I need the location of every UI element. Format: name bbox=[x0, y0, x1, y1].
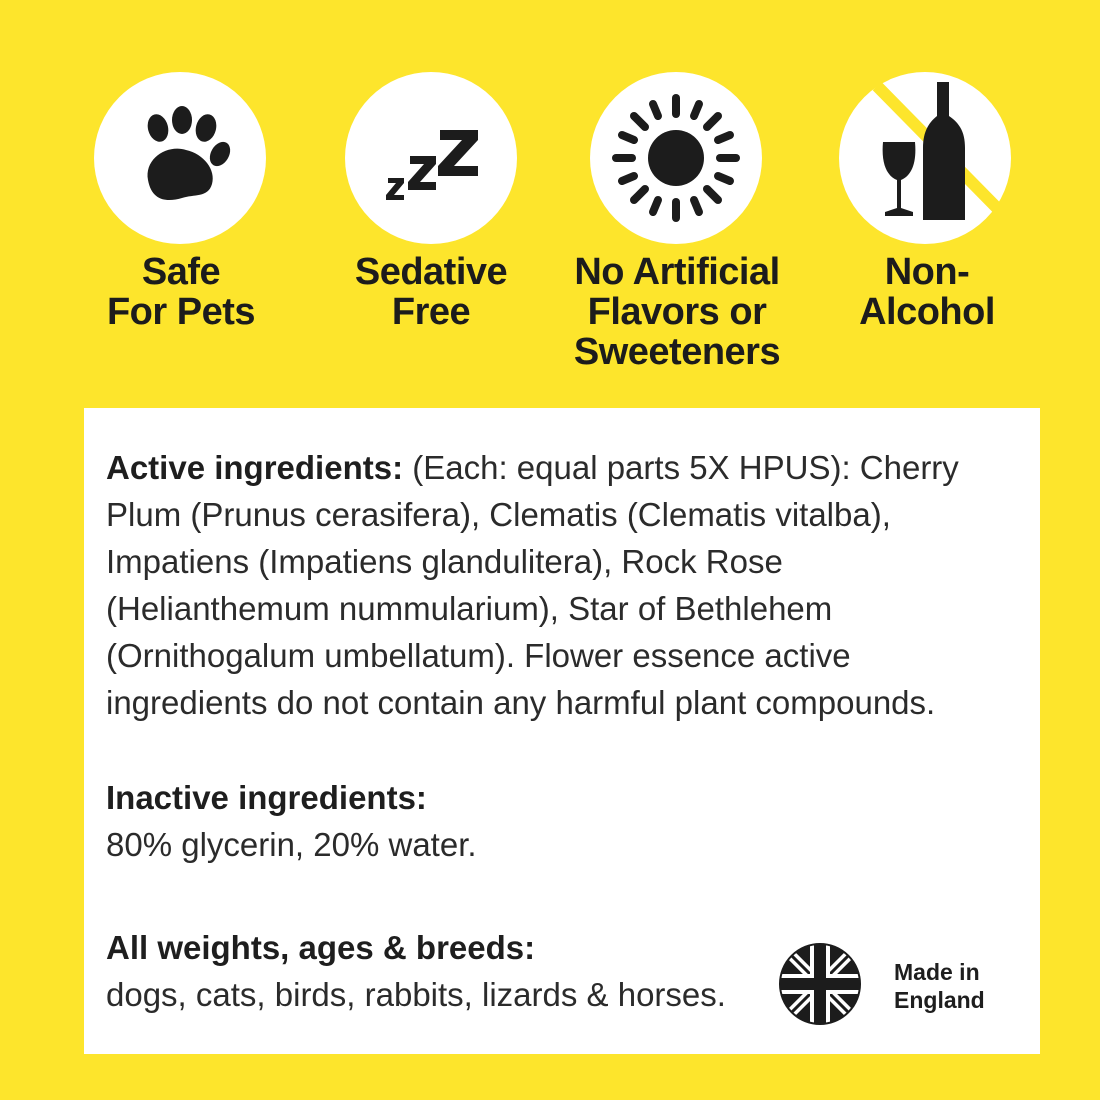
badge-circle bbox=[345, 72, 517, 244]
badge-safe-for-pets bbox=[56, 0, 306, 380]
feature-badges bbox=[0, 0, 1100, 380]
active-ingredients-heading: Active ingredients: bbox=[106, 449, 404, 486]
active-ingredients-text: (Each: equal parts 5X HPUS): Cherry Plum (Prunus cerasifera), Clematis (Clematis vitalba), Impatiens (Impatiens glandulitera), Rock Rose (Helianthemum nummularium), Star of Bethlehem (Ornithogalum umbellatum). Flower essence active ingredients do not contain any harmful plant compounds. bbox=[106, 449, 959, 721]
species-heading: All weights, ages & breeds: bbox=[106, 929, 536, 966]
badge-label-line: Sedative bbox=[354, 251, 508, 293]
badge-label bbox=[802, 252, 1052, 332]
inactive-ingredients-heading: Inactive ingredients: bbox=[106, 779, 427, 816]
badge-circle bbox=[590, 72, 762, 244]
badge-label-line: Non- bbox=[884, 251, 970, 293]
made-in-england-text bbox=[894, 958, 1024, 1014]
badge-sedative-free bbox=[306, 0, 556, 380]
badge-label-line: Alcohol bbox=[859, 291, 995, 333]
badge-label bbox=[306, 252, 556, 332]
badge-circle bbox=[94, 72, 266, 244]
sun-icon bbox=[606, 88, 746, 228]
badge-label bbox=[56, 252, 306, 332]
active-ingredients-section bbox=[106, 444, 1006, 726]
union-jack-icon bbox=[778, 942, 862, 1026]
badge-label-line: No Artificial bbox=[574, 251, 780, 293]
badge-label-line: Safe bbox=[141, 251, 221, 293]
badge-label-line: Free bbox=[391, 291, 471, 333]
badge-label bbox=[552, 252, 802, 372]
no-alcohol-icon bbox=[839, 72, 1011, 244]
sleep-zzz-icon bbox=[366, 98, 496, 218]
badge-non-alcohol bbox=[802, 0, 1052, 380]
badge-label-line: For Pets bbox=[106, 291, 256, 333]
ingredients-panel bbox=[84, 408, 1040, 1054]
badge-no-artificial-flavors bbox=[552, 0, 802, 380]
made-in-line: Made in bbox=[894, 959, 980, 985]
paw-icon bbox=[120, 98, 240, 218]
badge-label-line: Sweeteners bbox=[573, 331, 781, 373]
badge-label-line: Flavors or bbox=[587, 291, 767, 333]
made-in-england-badge bbox=[778, 938, 1018, 1028]
england-line: England bbox=[894, 987, 985, 1013]
badge-circle bbox=[839, 72, 1011, 244]
inactive-ingredients-text: 80% glycerin, 20% water. bbox=[106, 826, 477, 863]
species-text: dogs, cats, birds, rabbits, lizards & horses. bbox=[106, 976, 726, 1013]
inactive-ingredients-section bbox=[106, 774, 1006, 868]
